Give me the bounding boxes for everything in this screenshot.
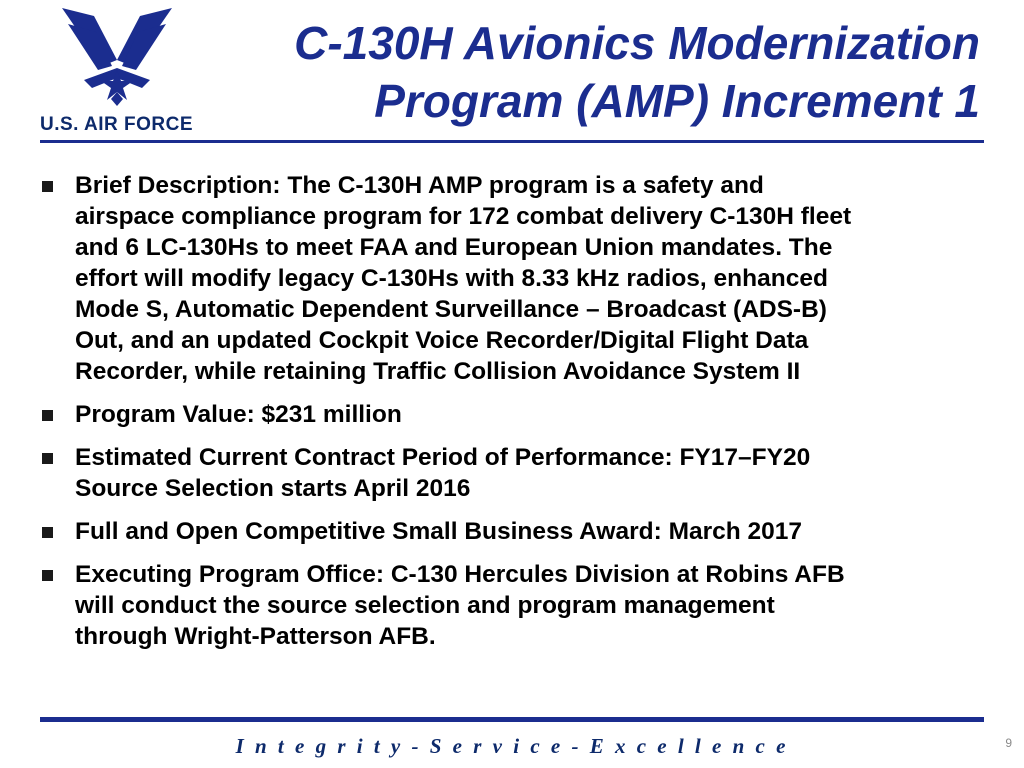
bullet-text-line: Full and Open Competitive Small Business Award: March 2017	[75, 518, 803, 545]
slide-title	[294, 14, 980, 130]
bullet-program-office	[40, 559, 990, 652]
bullet-text-line: Source Selection starts April 2016	[75, 475, 471, 502]
bullet-brief-description	[40, 170, 990, 387]
bullet-period-of-performance	[40, 442, 990, 504]
usaf-wings-star-icon	[62, 8, 172, 106]
bullet-text-line: Program Value: $231 million	[75, 401, 402, 428]
bullet-text-line: Recorder, while retaining Traffic Collision Avoidance System II	[75, 358, 801, 385]
footer-motto: I n t e g r i t y - S e r v i c e - E x c e l l e n c e	[235, 734, 789, 758]
bullet-text-line: Mode S, Automatic Dependent Surveillance – Broadcast (ADS-B)	[75, 296, 827, 323]
bullet-award	[40, 516, 990, 547]
bullet-text-line: Estimated Current Contract Period of Performance: FY17–FY20	[75, 444, 811, 471]
footer-divider	[40, 717, 984, 722]
header-divider	[40, 140, 984, 143]
bullet-text-line: airspace compliance program for 172 combat delivery C-130H fleet	[75, 203, 852, 230]
square-bullet-icon	[42, 527, 53, 538]
title-line-2: Program (AMP) Increment 1	[374, 75, 980, 127]
bullet-text-line: Brief Description: The C-130H AMP program is a safety and	[75, 172, 764, 199]
square-bullet-icon	[42, 570, 53, 581]
bullet-text-line: Executing Program Office: C-130 Hercules Division at Robins AFB	[75, 561, 845, 588]
square-bullet-icon	[42, 453, 53, 464]
bullet-list	[40, 170, 990, 664]
logo-text: U.S. AIR FORCE	[40, 114, 194, 135]
bullet-text-line: through Wright-Patterson AFB.	[75, 623, 436, 650]
title-line-1: C-130H Avionics Modernization	[294, 17, 980, 69]
usaf-logo	[20, 8, 210, 138]
square-bullet-icon	[42, 410, 53, 421]
bullet-text-line: and 6 LC-130Hs to meet FAA and European Union mandates. The	[75, 234, 833, 261]
page-number: 9	[1005, 736, 1012, 750]
bullet-text-line: Out, and an updated Cockpit Voice Recorder/Digital Flight Data	[75, 327, 809, 354]
bullet-text-line: effort will modify legacy C-130Hs with 8.33 kHz radios, enhanced	[75, 265, 828, 292]
bullet-text-line: will conduct the source selection and program management	[75, 592, 775, 619]
square-bullet-icon	[42, 181, 53, 192]
bullet-program-value	[40, 399, 990, 430]
